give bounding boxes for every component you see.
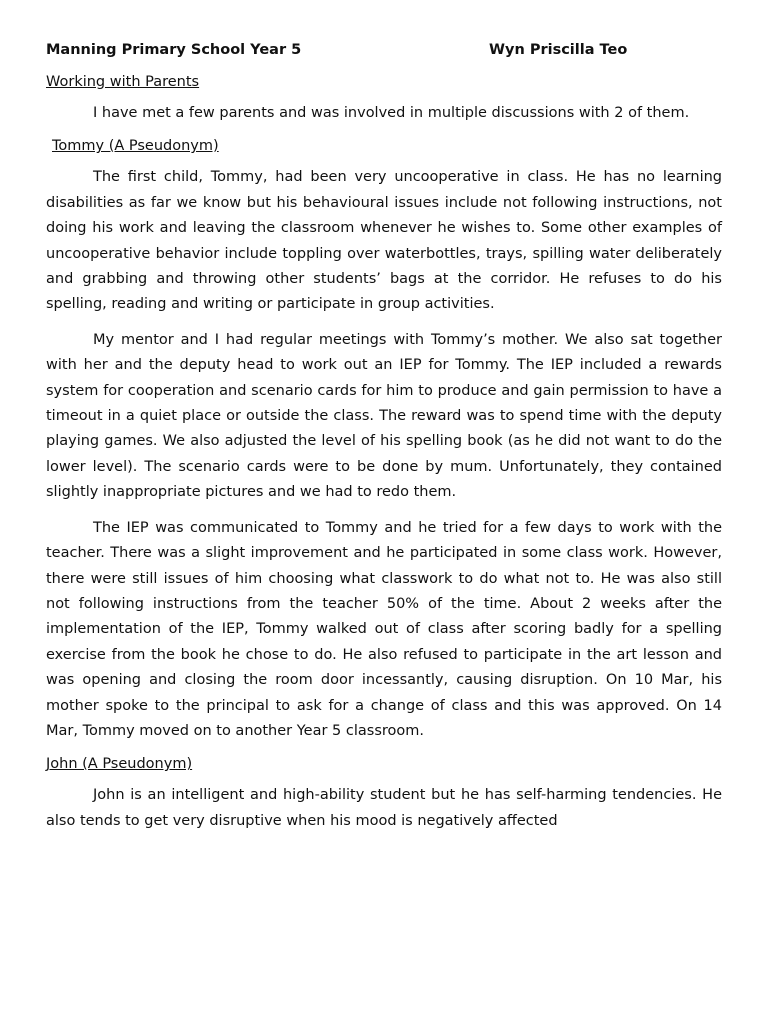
john-heading: John (A Pseudonym): [46, 756, 193, 773]
intro-paragraph: I have met a few parents and was involved in multiple discussions with 2 of them.: [93, 105, 690, 121]
document-page: [46, 40, 722, 834]
document-header: [46, 40, 722, 60]
author-name: Wyn Priscilla Teo: [489, 42, 628, 58]
tommy-paragraph-3: The IEP was communicated to Tommy and he tried for a few days to work with the teacher. There was a slight improvement and he participated in some class work. However, there were still issues of him choosing what classwork to do what not to. He was also still not following instructions from the teacher 50% of the time. About 2 weeks after the implementation of the IEP, Tommy walked out of class after scoring badly for a spelling exercise from the book he chose to do. He also refused to participate in the art lesson and was opening and closing the room door incessantly, causing disruption. On 10 Mar, his mother spoke to the principal to ask for a change of class and this was approved. On 14 Mar, Tommy moved on to another Year 5 classroom.: [46, 519, 722, 739]
school-title: Manning Primary School Year 5: [46, 42, 302, 58]
tommy-paragraph-1: The first child, Tommy, had been very uncooperative in class. He has no learning disabilities as far we know but his behavioural issues include not following instructions, not doing his work and leaving the classroom whenever he wishes to. Some other examples of uncooperative behavior include toppling over waterbottles, trays, spilling water deliberately and grabbing and throwing other students’ bags at the corridor. He refuses to do his spelling, reading and writing or participate in group activities.: [46, 169, 722, 313]
section-title: Working with Parents: [46, 74, 200, 90]
john-paragraph-1: John is an intelligent and high-ability student but he has self-harming tendencies. He also tends to get very disruptive when his mood is negatively affected: [46, 787, 722, 829]
tommy-heading: Tommy (A Pseudonym): [52, 138, 219, 155]
tommy-paragraph-2: My mentor and I had regular meetings with Tommy’s mother. We also sat together with her and the deputy head to work out an IEP for Tommy. The IEP included a rewards system for cooperation and scenario cards for him to produce and gain permission to have a timeout in a quiet place or outside the class. The reward was to spend time with the deputy playing games. We also adjusted the level of his spelling book (as he did not want to do the lower level). The scenario cards were to be done by mum. Unfortunately, they contained slightly inappropriate pictures and we had to redo them.: [46, 331, 722, 501]
